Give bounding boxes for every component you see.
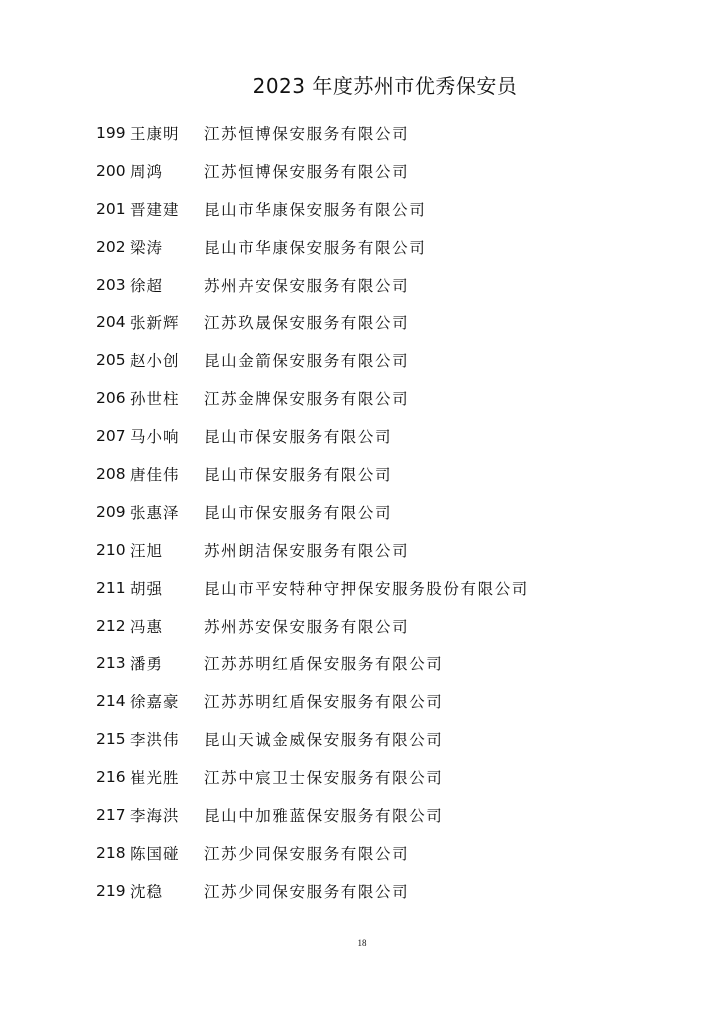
entry-name: 赵小创 — [130, 352, 180, 371]
entry-name: 冯惠 — [130, 617, 164, 636]
entry-number: 203 — [96, 275, 126, 294]
entry-company: 昆山市保安服务有限公司 — [204, 428, 393, 447]
entry-company: 江苏金牌保安服务有限公司 — [204, 390, 410, 409]
list-item — [96, 569, 656, 607]
list-item — [96, 341, 656, 379]
entry-number: 207 — [96, 427, 126, 446]
entry-company: 江苏恒博保安服务有限公司 — [204, 124, 410, 143]
entry-name: 马小响 — [130, 428, 180, 447]
entry-name: 徐嘉豪 — [130, 693, 180, 712]
entry-number: 216 — [96, 768, 126, 787]
list-item — [96, 152, 656, 190]
entry-number: 218 — [96, 843, 126, 862]
entry-name: 李海洪 — [130, 806, 180, 825]
entry-number: 214 — [96, 692, 126, 711]
page-title: 2023 年度苏州市优秀保安员 — [252, 74, 518, 98]
entry-company: 昆山中加雅蓝保安服务有限公司 — [204, 806, 444, 825]
list-item — [96, 266, 656, 304]
list-item — [96, 114, 656, 152]
entry-list — [96, 114, 656, 910]
entry-name: 晋建建 — [130, 200, 180, 219]
entry-company: 苏州卉安保安服务有限公司 — [204, 276, 410, 295]
list-item — [96, 190, 656, 228]
entry-number: 205 — [96, 351, 126, 370]
entry-number: 202 — [96, 237, 126, 256]
entry-name: 张新辉 — [130, 314, 180, 333]
page-number: 18 — [357, 938, 367, 948]
entry-company: 江苏苏明红盾保安服务有限公司 — [204, 693, 444, 712]
list-item — [96, 682, 656, 720]
entry-number: 206 — [96, 389, 126, 408]
entry-name: 李洪伟 — [130, 731, 180, 750]
list-item — [96, 872, 656, 910]
entry-name: 王康明 — [130, 124, 180, 143]
list-item — [96, 607, 656, 645]
entry-number: 201 — [96, 199, 126, 218]
entry-number: 212 — [96, 616, 126, 635]
entry-company: 昆山金箭保安服务有限公司 — [204, 352, 410, 371]
entry-number: 211 — [96, 578, 126, 597]
entry-company: 江苏中宸卫士保安服务有限公司 — [204, 769, 444, 788]
entry-company: 江苏少同保安服务有限公司 — [204, 844, 410, 863]
list-item — [96, 303, 656, 341]
entry-company: 苏州苏安保安服务有限公司 — [204, 617, 410, 636]
entry-name: 潘勇 — [130, 655, 164, 674]
entry-name: 孙世柱 — [130, 390, 180, 409]
list-item — [96, 493, 656, 531]
list-item — [96, 834, 656, 872]
entry-company: 江苏苏明红盾保安服务有限公司 — [204, 655, 444, 674]
list-item — [96, 796, 656, 834]
list-item — [96, 379, 656, 417]
entry-name: 徐超 — [130, 276, 164, 295]
entry-name: 胡强 — [130, 579, 164, 598]
entry-number: 199 — [96, 123, 126, 142]
entry-name: 汪旭 — [130, 541, 164, 560]
entry-name: 陈国碰 — [130, 844, 180, 863]
entry-number: 219 — [96, 881, 126, 900]
entry-name: 周鸿 — [130, 162, 164, 181]
entry-company: 昆山天诚金威保安服务有限公司 — [204, 731, 444, 750]
list-item — [96, 228, 656, 266]
entry-number: 204 — [96, 313, 126, 332]
entry-company: 江苏恒博保安服务有限公司 — [204, 162, 410, 181]
entry-company: 昆山市华康保安服务有限公司 — [204, 238, 427, 257]
entry-company: 昆山市华康保安服务有限公司 — [204, 200, 427, 219]
entry-company: 江苏少同保安服务有限公司 — [204, 882, 410, 901]
entry-number: 200 — [96, 161, 126, 180]
entry-number: 210 — [96, 540, 126, 559]
list-item — [96, 758, 656, 796]
entry-company: 苏州朗洁保安服务有限公司 — [204, 541, 410, 560]
entry-number: 213 — [96, 654, 126, 673]
entry-number: 209 — [96, 502, 126, 521]
entry-name: 梁涛 — [130, 238, 164, 257]
list-item — [96, 455, 656, 493]
entry-name: 唐佳伟 — [130, 465, 180, 484]
entry-number: 215 — [96, 730, 126, 749]
entry-number: 208 — [96, 464, 126, 483]
entry-name: 张惠泽 — [130, 503, 180, 522]
entry-company: 昆山市保安服务有限公司 — [204, 503, 393, 522]
list-item — [96, 531, 656, 569]
entry-number: 217 — [96, 805, 126, 824]
list-item — [96, 417, 656, 455]
entry-company: 昆山市平安特种守押保安服务股份有限公司 — [204, 579, 529, 598]
entry-name: 沈稳 — [130, 882, 164, 901]
entry-company: 江苏玖晟保安服务有限公司 — [204, 314, 410, 333]
list-item — [96, 644, 656, 682]
list-item — [96, 720, 656, 758]
entry-company: 昆山市保安服务有限公司 — [204, 465, 393, 484]
entry-name: 崔光胜 — [130, 769, 180, 788]
